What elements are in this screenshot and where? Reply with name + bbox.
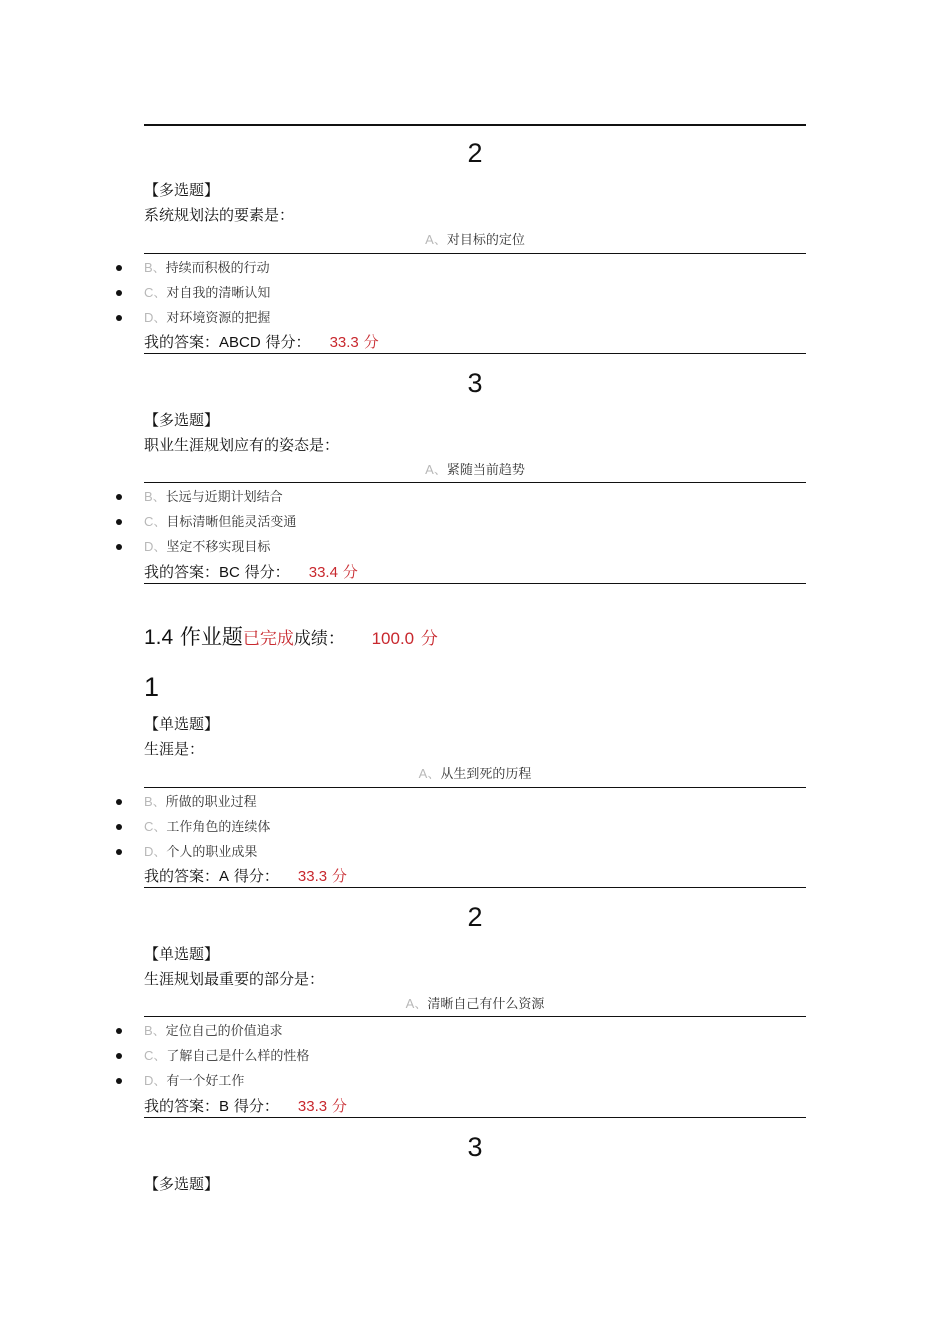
option-a[interactable] — [144, 232, 806, 249]
option-letter: B、 — [144, 1023, 166, 1038]
score-label: 得分： — [233, 867, 279, 885]
question-type: 【单选题】 — [144, 715, 220, 733]
option-text: 从生到死的历程 — [440, 767, 532, 782]
option-c[interactable] — [144, 285, 270, 302]
option-text: 紧随当前趋势 — [446, 463, 525, 478]
grade-label: 成绩： — [293, 629, 345, 649]
option-text: 有一个好工作 — [166, 1074, 245, 1089]
question-number: 2 — [467, 902, 483, 932]
option-text: 清晰自己有什么资源 — [427, 997, 545, 1012]
option-letter: D、 — [144, 539, 167, 554]
score-value: 33.3 — [297, 868, 328, 885]
question-number: 3 — [467, 1132, 483, 1162]
option-letter: D、 — [144, 844, 167, 859]
option-text: 对目标的定位 — [446, 233, 525, 248]
option-letter: A、 — [425, 462, 447, 477]
score-unit: 分 — [331, 1097, 347, 1115]
option-letter: B、 — [144, 794, 166, 809]
score-label: 得分： — [244, 563, 290, 581]
question-type: 【多选题】 — [144, 411, 220, 429]
question-stem: 生涯是： — [144, 740, 205, 758]
option-text: 定位自己的价值追求 — [165, 1024, 283, 1039]
grade-unit: 分 — [420, 629, 438, 649]
score-label: 得分： — [265, 333, 311, 351]
divider — [144, 124, 806, 126]
answer-label: 我的答案： — [144, 867, 220, 885]
option-c[interactable] — [144, 819, 270, 836]
grade-value: 100.0 — [371, 629, 415, 648]
section-heading — [144, 624, 438, 652]
question-stem: 职业生涯规划应有的姿态是： — [144, 436, 340, 454]
divider — [144, 1117, 806, 1118]
score-label: 得分： — [233, 1097, 279, 1115]
option-letter: A、 — [425, 232, 447, 247]
option-letter: B、 — [144, 260, 166, 275]
question-type: 【多选题】 — [144, 1175, 220, 1193]
option-text: 个人的职业成果 — [166, 845, 258, 860]
divider — [144, 787, 806, 788]
score-value: 33.4 — [308, 564, 338, 581]
divider — [144, 887, 806, 888]
my-answer-line — [144, 867, 347, 886]
answer-label: 我的答案： — [144, 563, 220, 581]
bullet-icon — [116, 1078, 122, 1084]
score-value: 33.3 — [329, 334, 359, 351]
bullet-icon — [116, 519, 122, 525]
answer-value: ABCD — [219, 334, 261, 351]
divider — [144, 1016, 806, 1017]
question-stem: 生涯规划最重要的部分是： — [144, 970, 325, 988]
bullet-icon — [116, 315, 122, 321]
divider — [144, 253, 806, 254]
option-letter: D、 — [144, 1073, 167, 1088]
option-a[interactable] — [144, 996, 806, 1013]
option-d[interactable] — [144, 539, 270, 556]
option-d[interactable] — [144, 1073, 244, 1090]
answer-value: B — [219, 1098, 230, 1115]
option-text: 了解自己是什么样的性格 — [166, 1049, 310, 1064]
option-b[interactable] — [144, 489, 283, 506]
option-letter: C、 — [144, 514, 167, 529]
option-letter: C、 — [144, 819, 167, 834]
score-unit: 分 — [331, 867, 347, 885]
bullet-icon — [116, 290, 122, 296]
divider — [144, 353, 806, 354]
my-answer-line — [144, 333, 379, 352]
score-unit: 分 — [363, 333, 379, 351]
option-letter: B、 — [144, 489, 166, 504]
question-number: 2 — [467, 138, 483, 168]
bullet-icon — [116, 1053, 122, 1059]
bullet-icon — [116, 265, 122, 271]
bullet-icon — [116, 544, 122, 550]
score-unit: 分 — [342, 563, 358, 581]
option-text: 工作角色的连续体 — [166, 820, 271, 835]
my-answer-line — [144, 563, 358, 582]
bullet-icon — [116, 1028, 122, 1034]
section-status: 已完成 — [242, 629, 294, 649]
option-letter: D、 — [144, 310, 167, 325]
question-stem: 系统规划法的要素是： — [144, 206, 295, 224]
bullet-icon — [116, 824, 122, 830]
answer-value: BC — [219, 564, 240, 581]
option-letter: A、 — [405, 996, 428, 1011]
option-text: 目标清晰但能灵活变通 — [166, 515, 297, 530]
score-value: 33.3 — [297, 1098, 328, 1115]
option-b[interactable] — [144, 260, 270, 277]
option-letter: C、 — [144, 285, 167, 300]
answer-label: 我的答案： — [144, 1097, 220, 1115]
option-c[interactable] — [144, 514, 296, 531]
option-d[interactable] — [144, 310, 270, 327]
divider — [144, 482, 806, 483]
bullet-icon — [116, 799, 122, 805]
option-a[interactable] — [144, 462, 806, 479]
option-b[interactable] — [144, 794, 257, 811]
option-letter: C、 — [144, 1048, 167, 1063]
bullet-icon — [116, 849, 122, 855]
answer-value: A — [219, 868, 230, 885]
question-type: 【单选题】 — [144, 945, 220, 963]
question-number: 3 — [467, 368, 483, 398]
option-text: 持续而积极的行动 — [165, 261, 270, 276]
option-d[interactable] — [144, 844, 257, 861]
option-text: 对环境资源的把握 — [166, 311, 271, 326]
section-title: 作业题 — [179, 625, 243, 649]
option-text: 坚定不移实现目标 — [166, 540, 271, 555]
option-b[interactable] — [144, 1023, 283, 1040]
my-answer-line — [144, 1097, 347, 1116]
question-type: 【多选题】 — [144, 181, 220, 199]
option-a[interactable] — [144, 766, 806, 783]
answer-label: 我的答案： — [144, 333, 220, 351]
question-number: 1 — [144, 672, 160, 702]
option-text: 对自我的清晰认知 — [166, 286, 271, 301]
bullet-icon — [116, 494, 122, 500]
option-text: 长远与近期计划结合 — [165, 490, 283, 505]
option-text: 所做的职业过程 — [165, 795, 257, 810]
option-c[interactable] — [144, 1048, 309, 1065]
divider — [144, 583, 806, 584]
option-letter: A、 — [418, 766, 441, 781]
section-number: 1.4 — [144, 626, 174, 649]
